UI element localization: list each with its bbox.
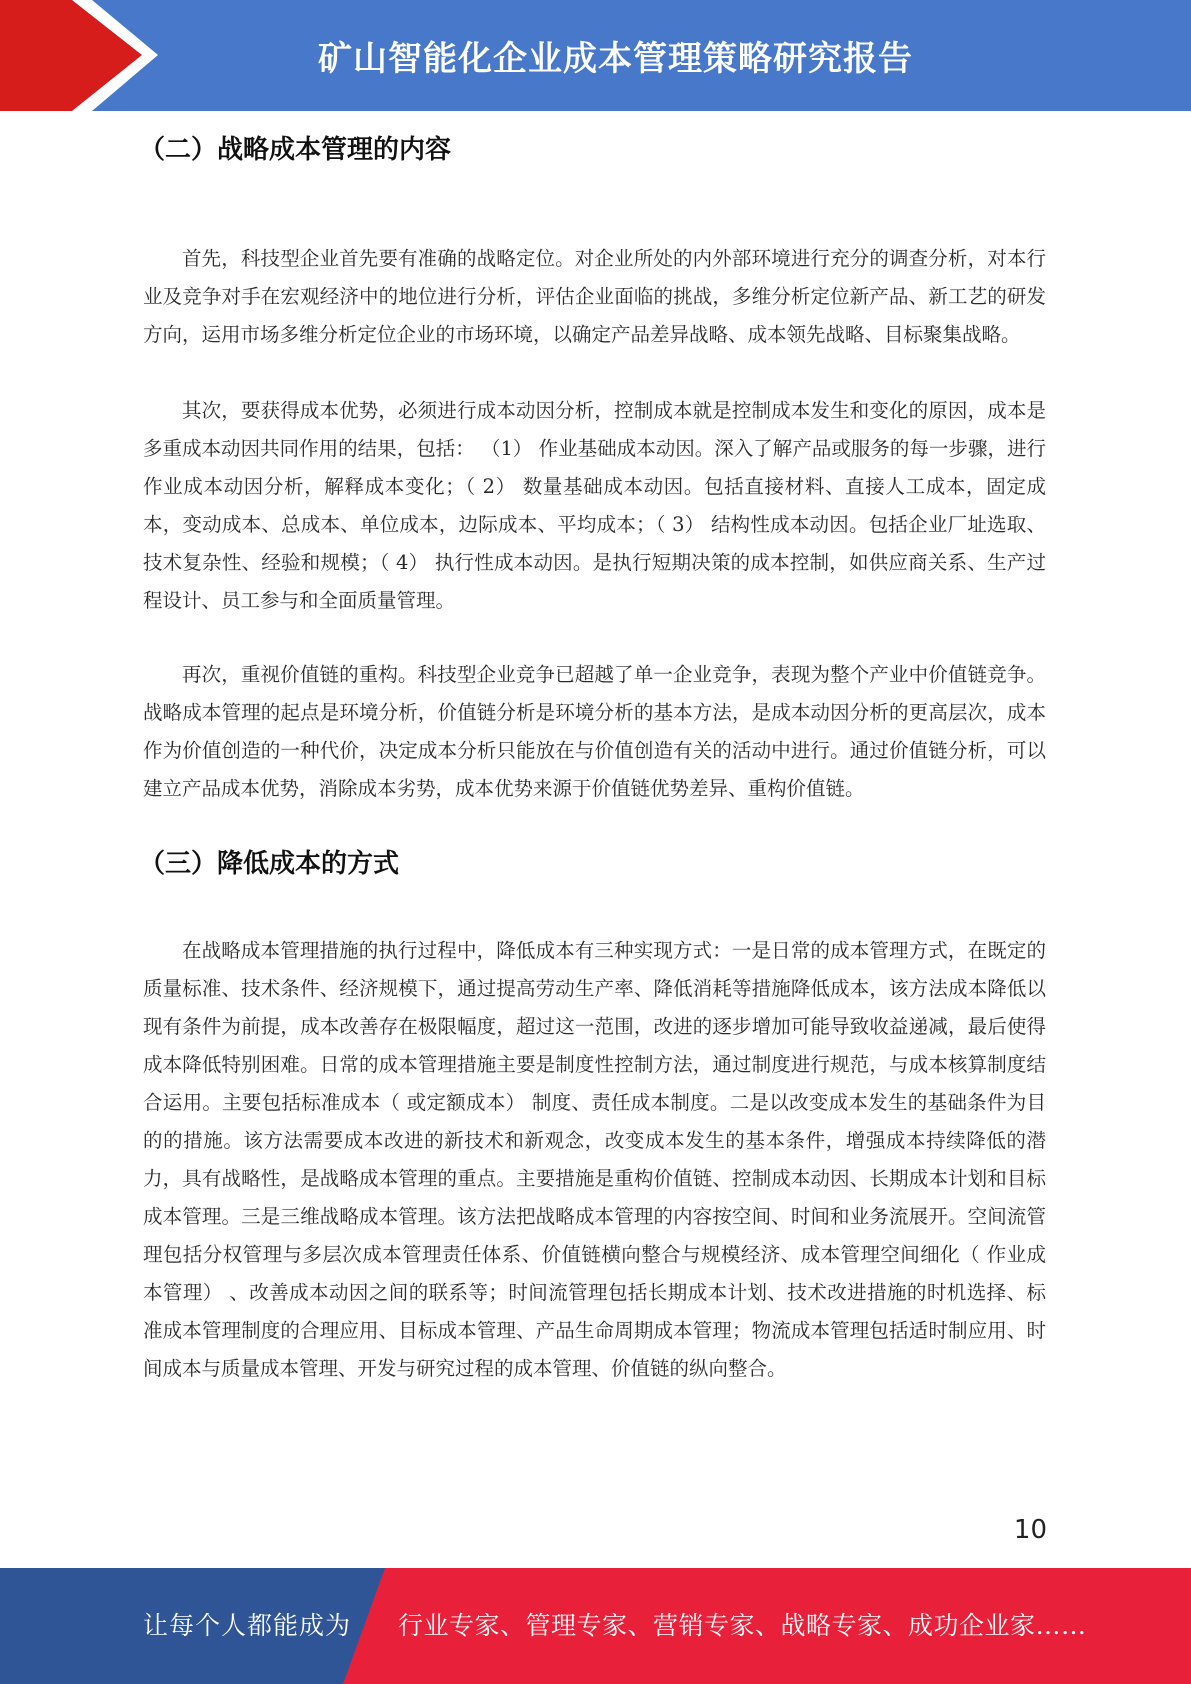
footer-slogan-left: 让每个人都能成为 [143, 1611, 352, 1640]
footer-slogan-right: 行业专家、管理专家、营销专家、战略专家、成功企业家…… [398, 1611, 1087, 1640]
paragraph-strategic-positioning: 首先，科技型企业首先要有准确的战略定位。对企业所处的内外部环境进行充分的调查分析，对本行业及竞争对手在宏观经济中的地位进行分析，评估企业面临的挑战，多维分析定位新产品、新工艺的研发方向，运用市场多维分析定位企业的市场环境，以确定产品差异战略、成本领先战略、目标聚集战略。 [143, 247, 1046, 346]
page-header [0, 0, 1191, 111]
paragraph-cost-drivers: 其次，要获得成本优势，必须进行成本动因分析，控制成本就是控制成本发生和变化的原因，成本是多重成本动因共同作用的结果，包括： （1） 作业基础成本动因。深入了解产品或服务的每一步骤，进行作业成本动因分析，解释成本变化；（ 2） 数量基础成本动因。包括直接材料、直接人工成本，固定成本，变动成本、总成本、单位成本，边际成本、平均成本；（ 3） 结构性成本动因。包括企业厂址选取、技术复杂性、经验和规模；（ 4） 执行性成本动因。是执行短期决策的成本控制，如供应商关系、生产过程设计、员工参与和全面质量管理。 [143, 399, 1046, 612]
section-heading-cost-reduction: （三）降低成本的方式 [139, 849, 400, 879]
section-heading-strategic-cost: （二）战略成本管理的内容 [139, 135, 452, 165]
paragraph-value-chain: 再次，重视价值链的重构。科技型企业竞争已超越了单一企业竞争，表现为整个产业中价值链竞争。战略成本管理的起点是环境分析，价值链分析是环境分析的基本方法，是成本动因分析的更高层次，成本作为价值创造的一种代价，决定成本分析只能放在与价值创造有关的活动中进行。通过价值链分析，可以建立产品成本优势，消除成本劣势，成本优势来源于价值链优势差异、重构价值链。 [143, 663, 1046, 800]
document-body [139, 111, 1046, 1388]
paragraph-cost-reduction-methods: 在战略成本管理措施的执行过程中，降低成本有三种实现方式：一是日常的成本管理方式，在既定的质量标准、技术条件、经济规模下，通过提高劳动生产率、降低消耗等措施降低成本，该方法成本降低以现有条件为前提，成本改善存在极限幅度，超过这一范围，改进的逐步增加可能导致收益递减，最后使得成本降低特别困难。日常的成本管理措施主要是制度性控制方法，通过制度进行规范，与成本核算制度结合运用。主要包括标准成本（ 或定额成本） 制度、责任成本制度。二是以改变成本发生的基础条件为目的的措施。该方法需要成本改进的新技术和新观念，改变成本发生的基本条件，增强成本持续降低的潜力，具有战略性，是战略成本管理的重点。主要措施是重构价值链、控制成本动因、长期成本计划和目标成本管理。三是三维战略成本管理。该方法把战略成本管理的内容按空间、时间和业务流展开。空间流管理包括分权管理与多层次成本管理责任体系、价值链横向整合与规模经济、成本管理空间细化（ 作业成本管理） 、改善成本动因之间的联系等；时间流管理包括长期成本计划、技术改进措施的时机选择、标准成本管理制度的合理应用、目标成本管理、产品生命周期成本管理；物流成本管理包括适时制应用、时间成本与质量成本管理、开发与研究过程的成本管理、价值链的纵向整合。 [143, 939, 1046, 1380]
page-number: 10 [1013, 1515, 1047, 1545]
report-title: 矿山智能化企业成本管理策略研究报告 [318, 39, 913, 79]
page-footer [0, 1568, 1191, 1684]
